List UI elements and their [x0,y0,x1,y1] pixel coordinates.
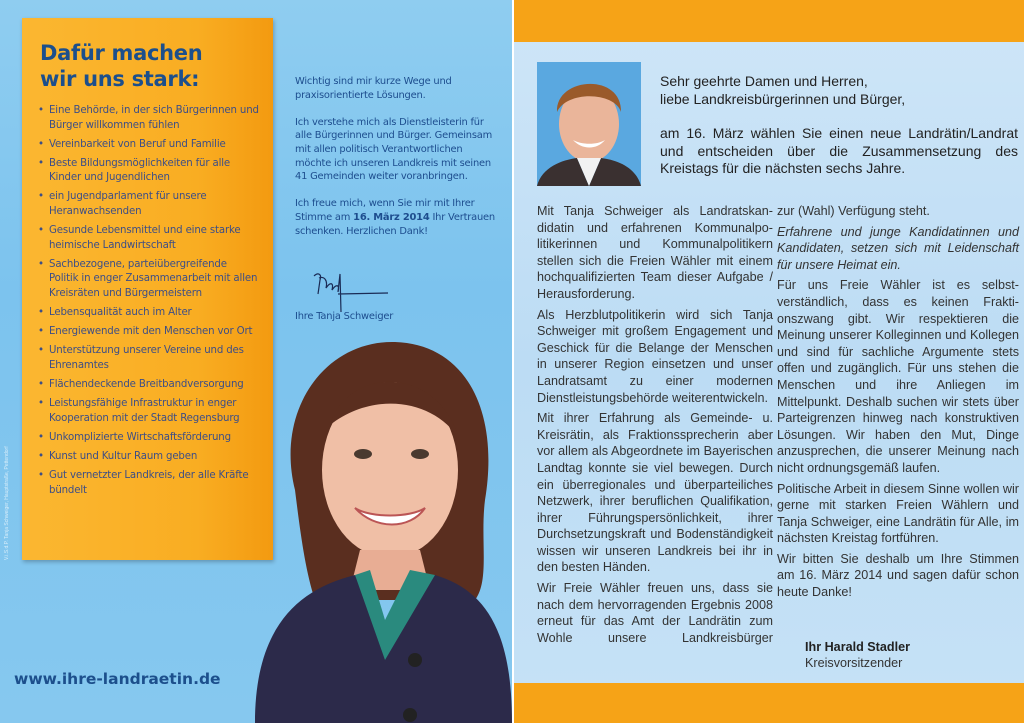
candidate-message [295,75,500,252]
intro-text: am 16. März wählen Sie einen neue Landrätin/Landrat und entscheiden über die Zusammensetzung des Kreistags für die nächsten sechs Jahre. [660,125,1018,177]
goals-title: Dafür machen wir uns stark: [40,41,203,91]
sender-role: Kreisvorsitzender [805,656,903,671]
letter-paragraph: Mit ihrer Erfahrung als Gemeinde- u. Kreisrätin, als Fraktionssprecherin aber vor allem als Abgeordnete im Bayerischen Landtag konnte sie viel bewegen. Durch ein überregionales und überparteiliches Netzwerk, ihrer beruflichen Qualifikation, ihrer Führungspersönlichkeit, ihrer Durchsetzungskraft und Bodenständigkeit wissen wir unseren Landkreis bei ihr in den besten Händen. [537,411,773,575]
letter-paragraph: Mit Tanja Schweiger als Landratskandidatin und erfahrenen Kommunalpolitikerinnen und Kommunalpolitikern stellen sich die Freien Wähler mit einem hochqualifizierten Team dieser Aufgabe / Herausforderung. [537,204,773,301]
goal-item: • Lebensqualität auch im Alter [38,306,259,321]
goal-item: • Flächendeckende Breitbandversorgung [38,378,259,393]
goal-item: • Eine Behörde, in der sich Bürgerinnen und Bürger willkommen fühlen [38,104,259,133]
goal-item: • Unkomplizierte Wirtschaftsförderung [38,431,259,446]
goal-item: • ein Jugendparlament für unsere Heranwachsenden [38,190,259,219]
signoff: Ihre Tanja Schweiger [295,311,394,322]
top-orange-bar [514,0,1024,42]
goal-item: • Leistungsfähige Infrastruktur in enger Kooperation mit der Stadt Regensburg [38,397,259,426]
message-paragraph: Ich freue mich, wenn Sie mir mit Ihrer Stimme am 16. März 2014 Ihr Vertrauen schenken. Herzlichen Dank! [295,198,495,237]
bottom-orange-bar [514,683,1024,723]
letter-paragraph: Als Herzblutpolitikerin wird sich Tanja Schweiger mit großem Engagement und Geschick für die Belange der Menschen in unserer Region einsetzen und unser Landratsamt zu einer modernen Dienstleistungsbehörde weiterentwickeln. [537,307,773,405]
goal-item: • Beste Bildungsmöglichkeiten für alle Kinder und Jugendlichen [38,157,259,186]
imprint-text: V.i.S.d.P. Tanja Schweiger, Hauptstraße, Pettendorf [4,446,10,560]
goal-item: • Energiewende mit den Menschen vor Ort [38,325,259,340]
goal-item: • Unterstützung unserer Vereine und des Ehrenamtes [38,344,259,373]
candidate-photo [235,330,512,723]
letter-paragraph: zur (Wahl) Verfügung steht. [777,204,930,218]
chairman-photo [537,62,641,186]
letter-column-1 [537,203,773,650]
letter-paragraph: Wir bitten Sie deshalb um Ihre Stimmen am 16. März 2014 und sagen dafür schon heute Danke! [777,551,1019,600]
sender-name: Ihr Harald Stadler [805,639,910,654]
goals-list [38,104,259,498]
goal-item: • Vereinbarkeit von Beruf und Familie [38,138,259,153]
message-paragraph: Ich verstehe mich als Dienstleisterin für alle Bürgerinnen und Bürger. Gemeinsam mit allen politisch Verantwortlichen möchte ich unseren Landkreis mit seinen 41 Gemeinden weiter voranbringen. [295,116,493,183]
signature-image [308,268,398,313]
website-link[interactable]: www.ihre-landraetin.de [14,670,221,688]
goal-item: • Sachbezogene, parteiübergreifende Politik in enger Zusammenarbeit mit allen Kreisräten und Bürgermeistern [38,258,259,302]
letter-paragraph: Für uns Freie Wähler ist es selbstverständlich, dass es keinen Fraktionszwang gibt. Wir respektieren die Meinung unserer Kolleginnen und Kollegen und sind für sachliche Argumente stets offen und zugänglich. Für uns stehen die Menschen und ihre Anliegen im Mittelpunkt. Deshalb suchen wir stets über Parteigrenzen hinweg nach konstruktiven Lösungen. Wir haben den Mut, Dinge anzusprechen, die unserer Meinung nach nicht ordnungsgemäß laufen. [777,278,1019,475]
letter-column-2 [777,203,1019,672]
goal-item: • Kunst und Kultur Raum geben [38,450,259,465]
letter-paragraph: Politische Arbeit in diesem Sinne wollen wir gerne mit starken Freien Wählern und Tanja Schweiger, eine Landrätin für Alle, im nächsten Kreistag fortführen. [777,481,1019,546]
letter-paragraph: Wir Freie Wähler freuen uns, dass sie nach dem hervorragenden Ergebnis 2008 erneut für das Amt der Landrätin zum Wohle unsere Landkreisbürger [537,581,773,645]
goal-item: • Gut vernetzter Landkreis, der alle Kräfte bündelt [38,469,259,498]
letter-paragraph-italic: Erfahrene und junge Kandidatinnen und Kandidaten, setzen sich mit Leidenschaft für unsere Heimat ein. [777,224,1019,272]
salutation: Sehr geehrte Damen und Herren, liebe Landkreisbürgerinnen und Bürger, [660,73,906,107]
sender [777,639,1019,672]
right-page [514,0,1024,723]
message-paragraph: Wichtig sind mir kurze Wege und praxisorientierte Lösungen. [295,76,452,101]
goal-item: • Gesunde Lebensmittel und eine starke heimische Landwirtschaft [38,224,259,253]
greeting [660,73,1018,195]
